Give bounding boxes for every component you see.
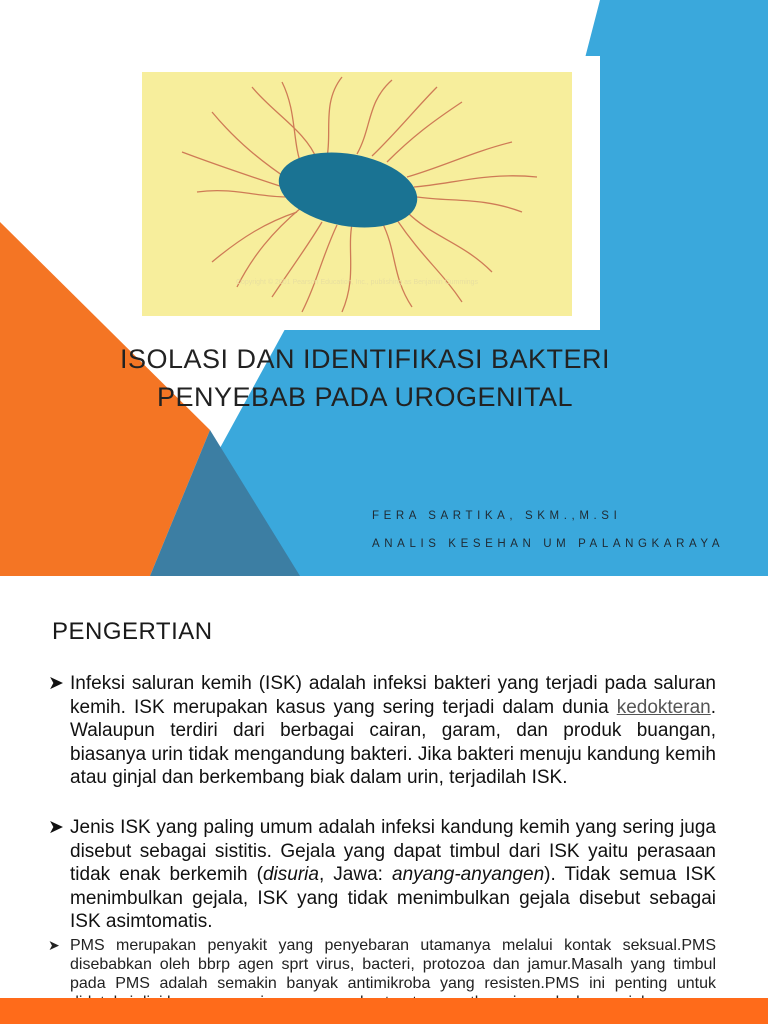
bacteria-photo (142, 72, 572, 316)
author-affiliation: ANALIS KESEHAN UM PALANGKARAYA (372, 538, 725, 550)
photo-caption: Copyright © 2001 Pearson Education, Inc., publishing as Benjamin Cummings (235, 279, 479, 286)
disuria-term: disuria (262, 864, 319, 886)
footer-bar (0, 998, 768, 1024)
bullet-item (48, 672, 716, 790)
bullet-text: PMS merupakan penyakit yang penyebaran utamanya melalui kontak seksual.PMS disebabkan oleh bbrp agen sprt virus, bacteri, protozoa dan jamur.Masalh yang timbul pada PMS adalah semakin banyak antimikroba yang resisten.PMS ini penting untuk (70, 937, 716, 992)
kedokteran-link[interactable]: kedokteran (616, 696, 711, 718)
bullet-text (70, 672, 716, 790)
bullet-text (70, 816, 716, 934)
bullet-2-text-mid: , Jawa: (318, 864, 392, 886)
author-name: FERA SARTIKA, SKM.,M.SI (372, 510, 622, 522)
author-block (372, 502, 768, 558)
bullet-item (48, 816, 716, 934)
bullet-1-text-end: . Walaupun terdiri dari berbagai cairan, garam, dan produk buangan, biasanya urin tidak mengandung bakteri. Jika bakteri menuju kandung kemih atau ginjal dan berkembang biak dalam urin, terjadilah ISK. (70, 696, 716, 789)
arrow-bullet-icon: ➤ (48, 817, 64, 838)
section-heading: PENGERTIAN (52, 618, 213, 645)
arrow-bullet-icon: ➤ (48, 937, 60, 953)
title-line-2: PENYEBAB PADA UROGENITAL (156, 382, 574, 412)
content-slide (0, 588, 768, 1024)
title-line-1: ISOLASI DAN IDENTIFIKASI BAKTERI (119, 344, 611, 374)
bullet-2-text-end: ). Tidak semua ISK menimbulkan gejala, ISK yang tidak menimbulkan gejala disebut sebagai ISK asimtomatis. (70, 864, 716, 933)
anyang-term: anyang-anyangen (392, 864, 545, 886)
arrow-bullet-icon: ➤ (48, 673, 64, 694)
bullet-2-text-start: Jenis ISK yang paling umum adalah infeksi kandung kemih yang sering juga disebut sebagai sistitis. Gejala yang dapat timbul dari ISK yaitu perasaan tidak enak berkemih ( (70, 817, 716, 886)
slide-title (60, 340, 670, 416)
bullet-1-text-start: Infeksi saluran kemih (ISK) adalah infeksi bakteri yang terjadi pada saluran kemih. ISK merupakan kasus yang sering terjadi dalam dunia (70, 673, 716, 718)
